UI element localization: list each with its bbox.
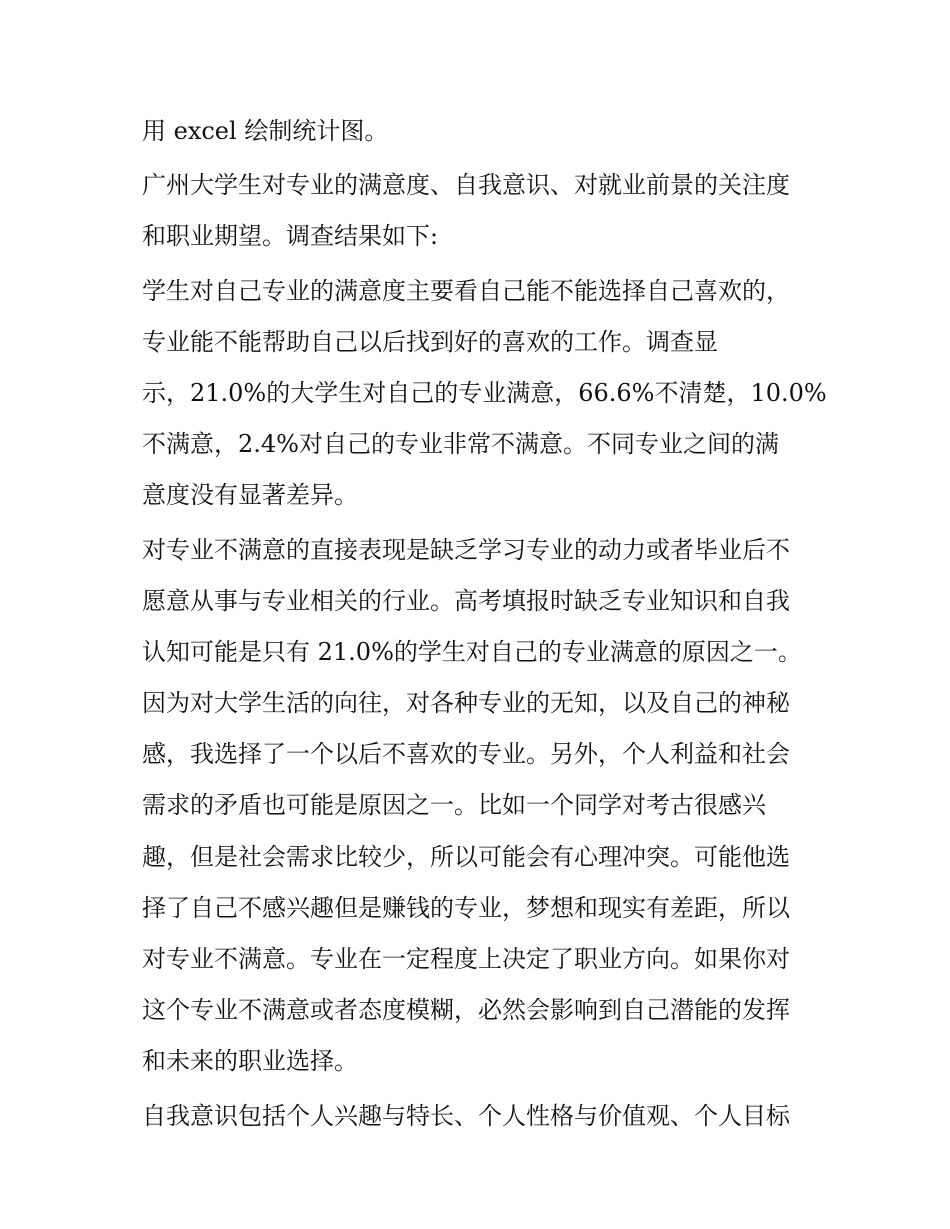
text-line: 趣，但是社会需求比较少，所以可能会有心理冲突。可能他选 bbox=[142, 842, 790, 871]
text-line: 对专业不满意的直接表现是缺乏学习专业的动力或者毕业后不 bbox=[142, 535, 790, 564]
text-line: 不满意，2.4%对自己的专业非常不满意。不同专业之间的满 bbox=[142, 430, 779, 459]
text-line: 因为对大学生活的向往，对各种专业的无知，以及自己的神秘 bbox=[142, 689, 790, 718]
text-line: 学生对自己专业的满意度主要看自己能不能选择自己喜欢的， bbox=[142, 276, 790, 305]
text-line: 广州大学生对专业的满意度、自我意识、对就业前景的关注度 bbox=[142, 171, 790, 200]
text-line: 意度没有显著差异。 bbox=[142, 481, 358, 510]
paragraph-satisfaction-results bbox=[142, 266, 827, 522]
text-line: 专业能不能帮助自己以后找到好的喜欢的工作。调查显 bbox=[142, 327, 718, 356]
document-body bbox=[142, 106, 827, 1145]
paragraph-dissatisfaction-causes bbox=[142, 525, 822, 1088]
text-line: 感，我选择了一个以后不喜欢的专业。另外，个人利益和社会 bbox=[142, 740, 790, 769]
text-line: 择了自己不感兴趣但是赚钱的专业，梦想和现实有差距，所以 bbox=[142, 893, 790, 922]
text-line: 对专业不满意。专业在一定程度上决定了职业方向。如果你对 bbox=[142, 945, 790, 973]
paragraph-survey-intro bbox=[142, 160, 822, 262]
text-line: 自我意识包括个人兴趣与特长、个人性格与价值观、个人目标 bbox=[142, 1101, 790, 1130]
text-line: 和职业期望。调查结果如下: bbox=[142, 222, 439, 251]
paragraph-excel-note bbox=[142, 106, 822, 157]
text-line: 和未来的职业选择。 bbox=[142, 1047, 358, 1076]
text-line: 愿意从事与专业相关的行业。高考填报时缺乏专业知识和自我 bbox=[142, 586, 790, 615]
text-line: 用 excel 绘制统计图。 bbox=[142, 117, 389, 145]
text-line: 这个专业不满意或者态度模糊，必然会影响到自己潜能的发挥 bbox=[142, 996, 790, 1025]
text-line: 需求的矛盾也可能是原因之一。比如一个同学对考古很感兴 bbox=[142, 791, 766, 820]
text-line: 认知可能是只有 21.0%的学生对自己的专业满意的原因之一。 bbox=[142, 637, 802, 666]
paragraph-self-awareness bbox=[142, 1091, 822, 1142]
text-line: 示，21.0%的大学生对自己的专业满意，66.6%不清楚，10.0% bbox=[142, 378, 827, 407]
